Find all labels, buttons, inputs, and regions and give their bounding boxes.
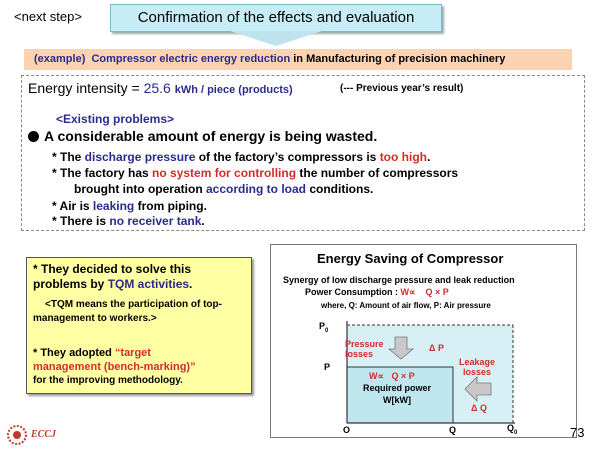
- solution-line-5: for the improving methodology.: [33, 375, 183, 386]
- label-p0: $P_0$: [319, 321, 329, 334]
- title-banner: Confirmation of the effects and evaluation: [110, 4, 442, 32]
- next-step-label: <next step>: [14, 9, 82, 24]
- energy-unit: kWh / piece (products): [174, 84, 293, 96]
- label-p: P: [324, 362, 331, 372]
- bullet-icon: [28, 131, 39, 142]
- solution-line-4: management (bench-marking)”: [33, 361, 196, 373]
- energy-label: Energy intensity =: [28, 80, 140, 96]
- tqm-line-1: <TQM means the participation of top-: [45, 299, 222, 310]
- tqm-line-2: management to workers.>: [33, 313, 157, 324]
- main-problem: [28, 128, 377, 144]
- main-problem-text: A considerable amount of energy is being wasted.: [44, 128, 378, 144]
- example-prefix: (example): [34, 53, 86, 65]
- solution-box: [26, 257, 252, 394]
- leakage-losses-label: Leakage losses: [458, 357, 496, 377]
- required-power-label: Required power: [362, 383, 431, 393]
- down-arrow-icon: [230, 31, 322, 46]
- label-o: O: [343, 425, 351, 435]
- example-title: Compressor electric energy reduction: [91, 53, 291, 65]
- example-suffix: in Manufacturing of precision machinery: [293, 53, 506, 65]
- delta-q-label: Δ Q: [471, 403, 487, 413]
- power-consumption-line: Power Consumption : W∝ Q × P: [305, 287, 449, 297]
- eccj-logo-icon: [6, 424, 28, 446]
- energy-intensity-line: [28, 80, 293, 96]
- energy-value: 25.6: [143, 80, 171, 96]
- page-number: 73: [570, 425, 585, 440]
- solution-line-1: * They decided to solve this: [33, 262, 192, 276]
- example-bar: [24, 49, 572, 70]
- delta-p-label: Δ P: [429, 343, 444, 353]
- solution-line-3: * They adopted “target: [33, 347, 151, 359]
- problem-item-2: * The factory has no system for controlling the number of compressors: [52, 166, 459, 180]
- solution-line-2: problems by TQM activities.: [33, 277, 193, 291]
- previous-year-note: (--- Previous year’s result): [340, 83, 464, 94]
- pressure-losses-label: Pressure losses: [345, 339, 384, 359]
- diagram-title: Energy Saving of Compressor: [317, 251, 504, 266]
- diagram-subtitle: Synergy of low discharge pressure and leak reduction: [283, 275, 515, 285]
- w-formula: W∝ Q × P: [369, 371, 415, 381]
- problem-item-2-cont: brought into operation according to load conditions.: [74, 182, 374, 196]
- existing-problems-heading: <Existing problems>: [56, 112, 175, 126]
- power-unit-label: W[kW]: [383, 395, 411, 405]
- problem-item-1: * The discharge pressure of the factory’s compressors is too high.: [52, 150, 431, 164]
- where-note: where, Q: Amount of air flow, P: Air pressure: [321, 301, 491, 310]
- label-q: Q: [449, 425, 457, 435]
- label-q0: $Q_0$: [507, 423, 518, 436]
- compressor-diagram: [270, 244, 577, 438]
- problem-item-4: * There is no receiver tank.: [52, 214, 205, 228]
- pq-chart: [271, 245, 576, 437]
- problem-item-3: * Air is leaking from piping.: [52, 199, 207, 213]
- eccj-logo-text: ECCJ: [31, 429, 57, 440]
